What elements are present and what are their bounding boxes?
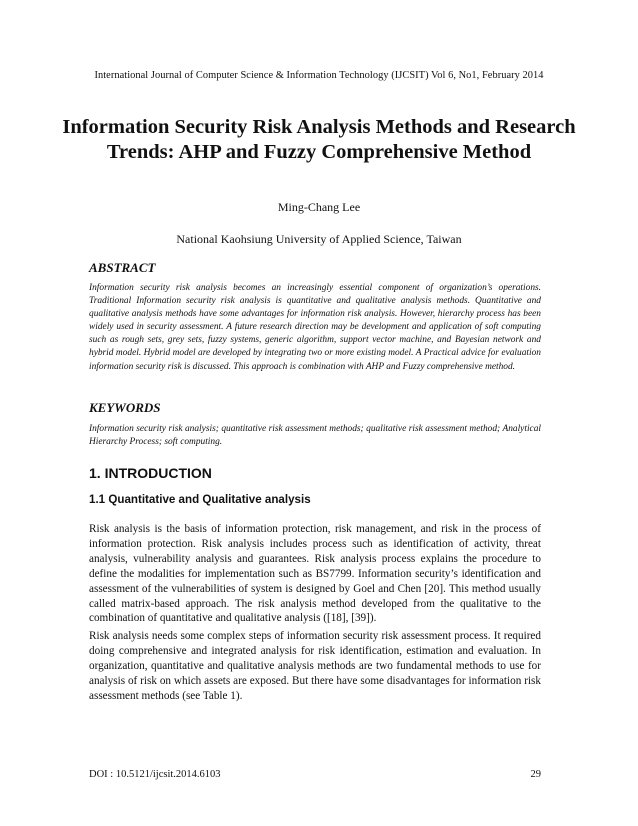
abstract-heading: ABSTRACT (89, 260, 156, 275)
introduction-heading: 1. INTRODUCTION (89, 465, 212, 481)
subsection-heading: 1.1 Quantitative and Qualitative analysis (89, 493, 311, 506)
footer-doi: DOI : 10.5121/ijcsit.2014.6103 (89, 769, 221, 780)
introduction-paragraph-2: Risk analysis needs some complex steps of information security risk assessment process. It required doing comprehensive and integrated analysis for risk identification, estimation and evaluation. In organization, quantitative and qualitative analysis methods are two fundamental methods to use for analysis of risk on which assets are exposed. But there have some disadvantages for information risk assessment methods (see Table 1). (89, 630, 541, 702)
journal-running-header: International Journal of Computer Science & Information Technology (IJCSIT) Vol 6, No1, February 2014 (94, 70, 544, 81)
introduction-paragraph-1: Risk analysis is the basis of information protection, risk management, and risk in the process of information protection. Risk analysis includes process such as identification of activity, threat analysis, vulnerability analysis and guarantees. Risk analysis process explains the procedure to define the modalities for implementation such as BS7799. Information security’s identification and assessment of the vulnerabilities of system is designed by Goel and Chen [20]. This method usually called matrix-based approach. The risk analysis method developed from the qualitative to the combination of quantitative and qualitative analysis ([18], [39]). (89, 523, 541, 625)
author-name: Ming-Chang Lee (277, 200, 361, 214)
footer-page-number: 29 (530, 769, 541, 780)
paper-title: Information Security Risk Analysis Methods and Research Trends: AHP and Fuzzy Comprehensive Method (62, 116, 576, 163)
keywords-text: Information security risk analysis; quantitative risk assessment methods; qualitative risk assessment method; Analytical Hierarchy Process; soft computing. (89, 424, 541, 448)
abstract-text: Information security risk analysis becomes an increasingly essential component of organization’s operations. Traditional Information security risk analysis is quantitative and qualitative analysis methods. Quantitative and qualitative analysis methods have some advantages for information risk analysis. However, hierarchy process has been widely used in security assessment. A future research direction may be development and application of soft computing such as rough sets, grey sets, fuzzy systems, generic algorithm, support vector machine, and Bayesian network and hybrid model. Hybrid model are developed by integrating two or more existing model. A Practical advice for evaluation information security risk is discussed. This approach is combination with AHP and Fuzzy comprehensive method. (89, 283, 541, 372)
keywords-heading: KEYWORDS (89, 400, 161, 415)
author-affiliation: National Kaohsiung University of Applied Science, Taiwan (176, 232, 462, 246)
